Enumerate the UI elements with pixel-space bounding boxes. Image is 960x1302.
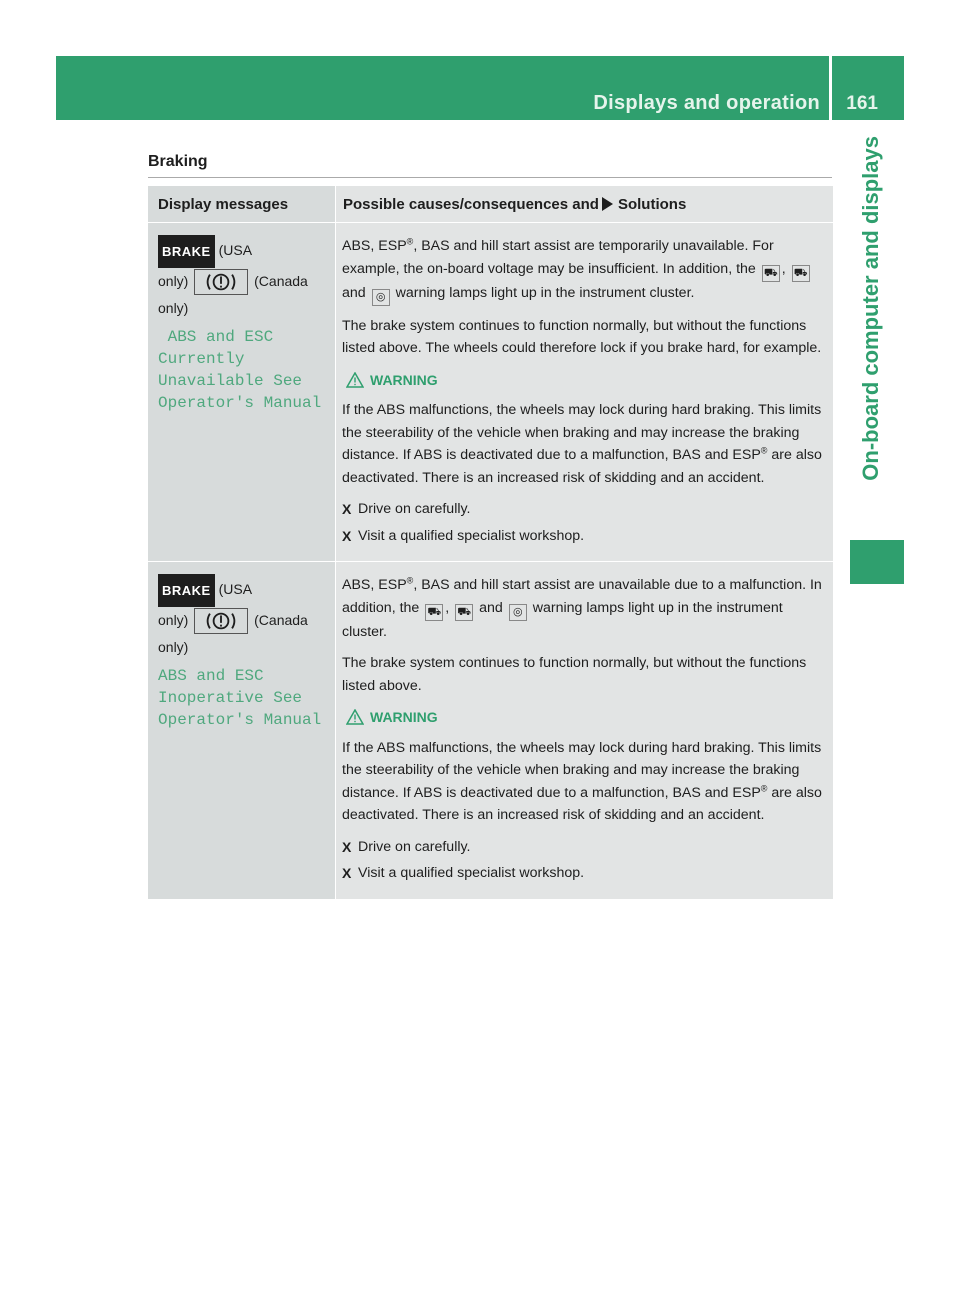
cause-text-a: ABS, ESP	[342, 577, 407, 593]
action-marker: X	[342, 501, 352, 517]
cause-text-d: and	[479, 599, 503, 616]
warning-paragraph	[342, 737, 827, 827]
usa-label: (USA	[218, 242, 253, 259]
side-tab-marker	[850, 540, 904, 584]
col-header-solutions-text: Possible causes/consequences and	[343, 195, 599, 213]
cause-paragraph	[342, 235, 827, 306]
action-marker: X	[342, 527, 352, 544]
solution-cell	[336, 562, 833, 899]
header-title: Displays and operation	[593, 92, 820, 114]
section-title: Braking	[148, 153, 208, 170]
action-marker: X	[342, 865, 352, 881]
cause-text-a: ABS, ESP	[342, 238, 407, 254]
action-item	[342, 836, 827, 859]
registered-mark: ®	[406, 575, 414, 586]
warning-label: WARNING	[370, 709, 438, 725]
col-header-solutions-suffix: Solutions	[617, 195, 687, 213]
action-item	[342, 862, 827, 885]
warning-label: WARNING	[370, 371, 438, 388]
abs-lamp-icon: ◎	[372, 289, 390, 306]
canada-label-end: only)	[158, 300, 189, 317]
warning-text-a: If the ABS malfunctions, the wheels may lock during hard braking. This limits the steerability of the vehicle when braking and may increase the braking distance. If ABS is deactivated due to a malfunction, BAS and ESP	[342, 402, 822, 463]
action-text: Drive on carefully.	[358, 501, 471, 517]
section-divider	[148, 177, 832, 178]
cause-text-d: and	[342, 284, 366, 301]
display-message-text: ABS and ESC Currently Unavailable See Operator's Manual	[158, 328, 322, 413]
warning-triangle-icon	[346, 709, 364, 725]
esp-off-icon: ⛟	[455, 604, 473, 621]
display-message-cell	[148, 223, 335, 561]
side-tab-label: On-board computer and displays	[858, 136, 883, 481]
cause-text-c: ,	[445, 599, 450, 616]
solution-cell	[336, 223, 833, 561]
registered-mark: ®	[760, 782, 768, 793]
table-row	[148, 562, 833, 899]
display-message-text: ABS and ESC Inoperative See Operator's Manual	[158, 667, 322, 730]
cause-text-b: , BAS and hill start assist are unavailable due to a malfunction. In addition, the	[342, 577, 822, 616]
esp-icon: ⛟	[762, 265, 780, 282]
esp-off-icon: ⛟	[792, 265, 810, 282]
esp-icon: ⛟	[425, 604, 443, 621]
table-row	[148, 223, 833, 561]
usa-label: (USA	[218, 581, 253, 598]
page-number: 161	[846, 93, 878, 114]
consequence-paragraph: The brake system continues to function normally, but without the functions listed above. The wheels could therefore lock if you brake hard, for example.	[342, 317, 822, 356]
registered-mark: ®	[406, 236, 414, 247]
warning-heading	[346, 706, 827, 729]
canada-label: (Canada	[254, 612, 308, 628]
action-text: Visit a qualified specialist workshop.	[358, 865, 585, 881]
warning-triangle-icon	[346, 372, 364, 388]
header-divider	[829, 56, 832, 120]
warning-heading	[346, 369, 827, 392]
registered-mark: ®	[760, 445, 768, 456]
abs-lamp-icon: ◎	[509, 604, 527, 621]
usa-label-end: only)	[158, 273, 189, 289]
warning-text-b: are also deactivated. There is an increased risk of skidding and an accident.	[342, 784, 822, 823]
warning-text-b: are also deactivated. There is an increased risk of skidding and an accident.	[342, 447, 822, 486]
cause-text-c: ,	[781, 260, 786, 277]
page-header	[56, 56, 904, 120]
action-marker: X	[342, 838, 352, 855]
abs-warning-icon	[194, 608, 248, 634]
cause-text-e: warning lamps light up in the instrument cluster.	[342, 599, 783, 640]
action-text: Visit a qualified specialist workshop.	[358, 527, 585, 544]
display-message-cell	[148, 562, 335, 899]
consequence-paragraph: The brake system continues to function normally, but without the functions listed above.	[342, 655, 807, 694]
canada-label-end: only)	[158, 639, 189, 656]
side-tab	[834, 128, 904, 528]
action-text: Drive on carefully.	[358, 838, 471, 855]
col-header-solutions	[336, 186, 833, 222]
solutions-arrow-icon	[602, 197, 613, 211]
brake-icon: BRAKE	[158, 235, 215, 268]
braking-table	[148, 186, 833, 899]
col-header-display: Display messages	[148, 186, 335, 222]
brake-icon: BRAKE	[158, 574, 215, 607]
canada-label: (Canada	[254, 273, 308, 289]
cause-text-b: , BAS and hill start assist are temporarily unavailable. For example, the on-board voltage may be insufficient. In addition, the	[342, 238, 774, 277]
warning-text-a: If the ABS malfunctions, the wheels may lock during hard braking. This limits the steerability of the vehicle when braking and may increase the braking distance. If ABS is deactivated due to a malfunction, BAS and ESP	[342, 739, 822, 801]
cause-paragraph	[342, 574, 827, 643]
action-item	[342, 525, 827, 548]
cause-text-e: warning lamps light up in the instrument cluster.	[395, 284, 695, 301]
usa-label-end: only)	[158, 612, 189, 628]
abs-warning-icon	[194, 269, 248, 295]
table-header	[148, 186, 833, 222]
warning-paragraph	[342, 399, 827, 489]
action-item	[342, 498, 827, 521]
